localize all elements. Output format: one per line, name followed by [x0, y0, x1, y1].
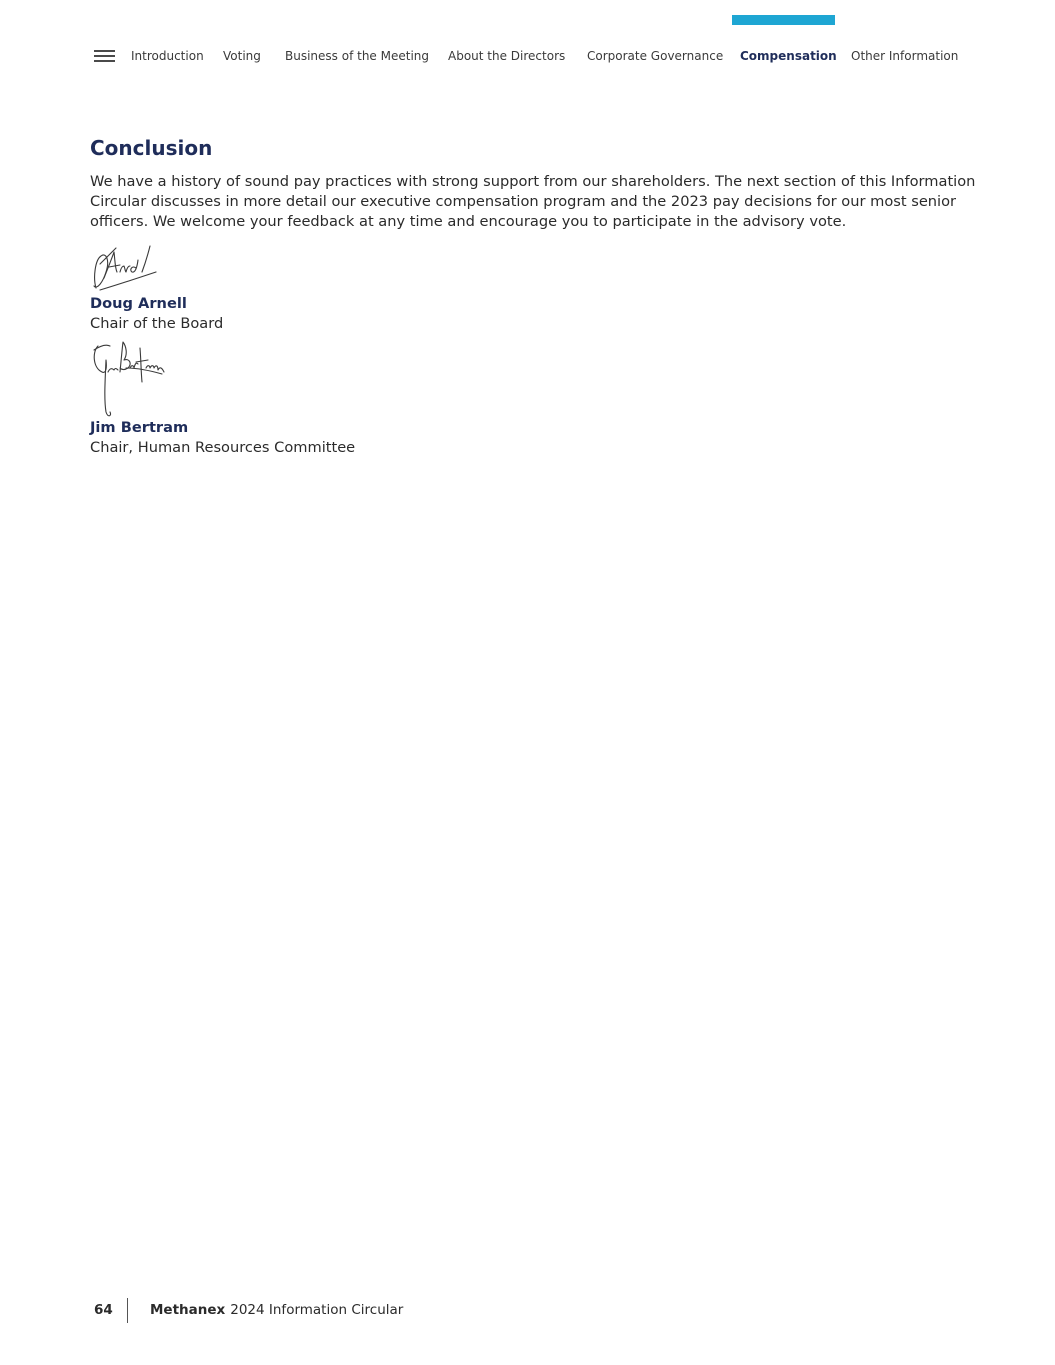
nav-item-introduction[interactable]: Introduction: [131, 49, 204, 63]
page-footer: [94, 1297, 403, 1323]
section-title: Conclusion: [90, 136, 213, 160]
page-number: 64: [94, 1302, 113, 1318]
nav-item-voting[interactable]: Voting: [223, 49, 261, 63]
section-body: We have a history of sound pay practices with strong support from our shareholders. The next section of this Information Circular discusses in more detail our executive compensation program and the 2023 pay decisions for our most senior officers. We welcome your feedback at any time and encourage you to participate in the advisory vote.: [90, 173, 976, 230]
nav-item-compensation[interactable]: Compensation: [740, 49, 837, 63]
company-name: Methanex: [150, 1302, 226, 1318]
hamburger-menu-icon[interactable]: [94, 50, 115, 63]
nav-item-business-of-the-meeting[interactable]: Business of the Meeting: [285, 49, 429, 63]
signer-name: Doug Arnell: [90, 295, 187, 312]
conclusion-section: [90, 134, 980, 458]
top-navigation: [0, 0, 1055, 80]
signer-title: Chair of the Board: [90, 315, 224, 332]
nav-item-about-the-directors[interactable]: About the Directors: [448, 49, 566, 63]
signer-name: Jim Bertram: [90, 419, 189, 436]
signature-doug-arnell: [90, 238, 170, 294]
nav-item-corporate-governance[interactable]: Corporate Governance: [587, 49, 724, 63]
active-section-indicator: [732, 15, 835, 25]
signature-jim-bertram: [90, 338, 170, 418]
footer-divider: [127, 1298, 128, 1323]
nav-item-other-information[interactable]: Other Information: [851, 49, 959, 63]
document-title: 2024 Information Circular: [230, 1302, 404, 1318]
signer-title: Chair, Human Resources Committee: [90, 439, 356, 456]
